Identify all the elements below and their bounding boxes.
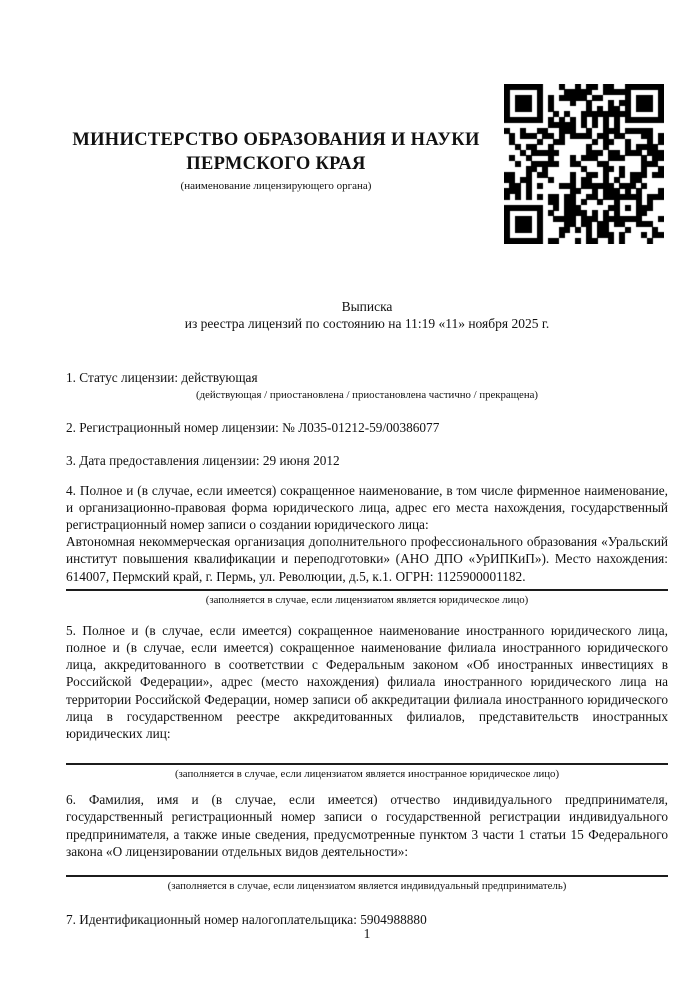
field-taxpayer-number: 7. Идентификационный номер налогоплательщика: 5904988880 [66,912,427,928]
qr-code [504,84,664,244]
page-number: 1 [363,926,371,941]
document-title-line2: из реестра лицензий по состоянию на 11:19 «11» ноября 2025 г. [184,316,550,332]
document-title-line1: Выписка [341,299,393,314]
legal-entity-hint: (заполняется в случае, если лицензиатом является юридическое лицо) [205,593,529,606]
fill-line [66,589,668,591]
individual-entrepreneur-description: 6. Фамилия, имя и (в случае, если имеется) отчество индивидуального предпринимателя, государственный регистрационный номер записи о государственной регистрации индивидуального предпринимателя, а также иные сведения, предусмотренные пунктом 3 части 1 статьи 15 Федерального закона «О лицензировании отдельных видов деятельности»: [66,792,668,859]
foreign-entity-hint: (заполняется в случае, если лицензиатом является иностранное юридическое лицо) [174,768,560,781]
ministry-name-line1: МИНИСТЕРСТВО ОБРАЗОВАНИЯ И НАУКИ [72,130,480,150]
individual-entrepreneur-hint: (заполняется в случае, если лицензиатом является индивидуальный предприниматель) [167,880,567,893]
field-legal-entity [66,482,668,607]
legal-entity-value: Автономная некоммерческая организация дополнительного профессионального образования «Уральский институт повышения квалификации и переподготовки» (АНО ДПО «УрИПКиП»). Место нахождения: 614007, Пермский край, г. Пермь, ул. Революции, д.5, к.1. ОГРН: 1125900001182. [66,534,668,584]
legal-entity-description: 4. Полное и (в случае, если имеется) сокращенное наименование, в том числе фирменное наименование, и организационно-правовая форма юридического лица, адрес его места нахождения, государственный регистрационный номер записи о создании юридического лица: [66,482,668,533]
license-status-value: 1. Статус лицензии: действующая [66,370,258,385]
ministry-header [66,128,486,193]
field-individual-entrepreneur [66,791,668,893]
fill-line [66,763,668,765]
ministry-name-line2: ПЕРМСКОГО КРАЯ [186,154,366,174]
field-foreign-entity [66,622,668,781]
licensing-authority-hint: (наименование лицензирующего органа) [180,180,372,192]
field-registration-number: 2. Регистрационный номер лицензии: № Л035-01212-59/00386077 [66,420,440,436]
license-status-hint: (действующая / приостановлена / приостановлена частично / прекращена) [196,389,538,402]
field-license-status [66,369,668,402]
fill-line [66,875,668,877]
foreign-entity-description: 5. Полное и (в случае, если имеется) сокращенное наименование иностранного юридического лица, полное и (в случае, если имеется) сокращенное наименование филиала иностранного юридического лица, аккредитованного в соответствии с Федеральным законом «Об иностранных инвестициях в Российской Федерации», адрес (место нахождения) филиала иностранного юридического лица на территории Российской Федерации, номер записи об аккредитации филиала иностранного юридического лица в государственном реестре аккредитованных филиалов, представительств иностранных юридических лиц: [66,622,668,742]
document-title [66,298,668,332]
document-body [66,369,668,928]
field-license-date: 3. Дата предоставления лицензии: 29 июня 2012 [66,453,340,469]
